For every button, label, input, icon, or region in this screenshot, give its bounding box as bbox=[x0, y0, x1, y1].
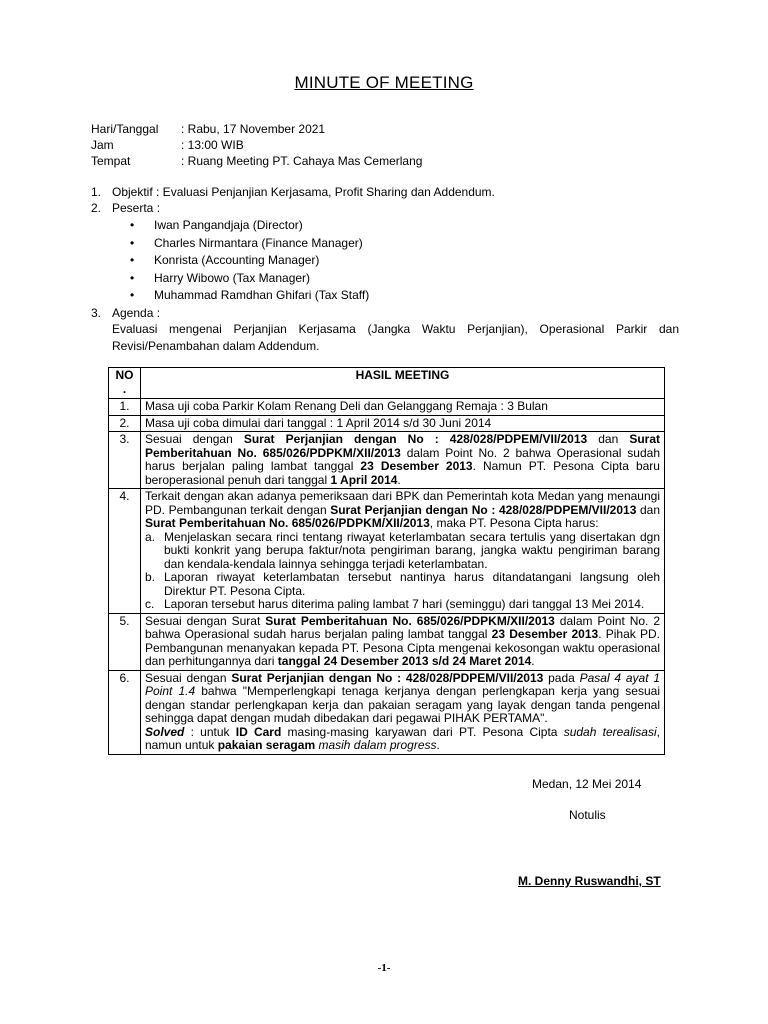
table-row bbox=[109, 415, 665, 432]
sub-item: c. Laporan tersebut harus diterima paling lambat 7 hari (seminggu) dari tanggal 13 Mei 2014. bbox=[145, 597, 645, 611]
row-text: Sesuai dengan Surat Perjanjian dengan No : 428/028/PDPEM/VII/2013 pada Pasal 4 ayat 1 Point 1.4 bahwa "Memperlengkapi tenaga kerjanya dengan perlengkapan kerja yang sesuai dengan standar perlengkapan kerja dan pakaian seragam yang layak dengan tanda pengenal sehingga dapat dengan mudah dibedakan dari pegawai PIHAK PERTAMA". Solved : untuk ID Card masing-masing karyawan dari PT. Pesona Cipta sudah terealisasi, namun untuk pakaian seragam masih dalam progress. bbox=[141, 670, 665, 754]
row-number: 5. bbox=[109, 613, 141, 670]
agenda-item bbox=[91, 305, 679, 355]
row-text: Sesuai dengan Surat Perjanjian dengan No : 428/028/PDPEM/VII/2013 dan Surat Pemberitahuan No. 685/026/PDPKM/XII/2013 dalam Point No. 2 bahwa Operasional sudah harus berjalan paling lambat tanggal 23 Desember 2013. Namun PT. Pesona Cipta baru beroperasional penuh dari tanggal 1 April 2014. bbox=[141, 432, 665, 489]
time-value: : 13:00 WIB bbox=[181, 138, 244, 152]
table-row bbox=[109, 399, 665, 416]
participant: • Konrista (Accounting Manager) bbox=[128, 252, 679, 270]
date-value: : Rabu, 17 November 2021 bbox=[181, 122, 326, 136]
page-title: MINUTE OF MEETING bbox=[294, 73, 474, 92]
item-number: 1. bbox=[91, 185, 102, 199]
row-number: 4. bbox=[109, 489, 141, 614]
agenda-label: Agenda : bbox=[112, 305, 161, 320]
notulis-label: Notulis bbox=[569, 808, 606, 822]
participant: • Harry Wibowo (Tax Manager) bbox=[128, 270, 679, 288]
participant: • Charles Nirmantara (Finance Manager) bbox=[128, 235, 679, 253]
row-number: 2. bbox=[109, 415, 141, 432]
meeting-items bbox=[91, 184, 679, 355]
participant: • Iwan Pangandjaja (Director) bbox=[128, 217, 679, 235]
table-row bbox=[109, 432, 665, 489]
signer-name: M. Denny Ruswandhi, ST bbox=[518, 874, 661, 888]
place-label: Tempat bbox=[91, 154, 131, 168]
column-header-no: NO . bbox=[109, 368, 141, 399]
info-row-date bbox=[91, 121, 422, 137]
row-text: Masa uji coba dimulai dari tanggal : 1 April 2014 s/d 30 Juni 2014 bbox=[141, 415, 665, 432]
item-number: 2. bbox=[91, 201, 102, 215]
column-header-result: HASIL MEETING bbox=[141, 368, 665, 399]
table-row bbox=[109, 489, 665, 614]
meeting-results-table bbox=[108, 367, 665, 755]
info-row-place bbox=[91, 153, 422, 169]
participant: • Muhammad Ramdhan Ghifari (Tax Staff) bbox=[128, 287, 679, 305]
row-text: Terkait dengan akan adanya pemeriksaan dari BPK dan Pemerintah kota Medan yang menaungi PD. Pembangunan terkait dengan Surat Perjanjian dengan No : 428/028/PDPEM/VII/2013 dan Surat Pemberitahuan No. 685/026/PDPKM/XII/2013, maka PT. Pesona Cipta harus: a. Menjelaskan secara rinci tentang riwayat keterlambatan secara tertulis yang disertakan dgn bukti konkrit yang berupa faktur/nota pengiriman barang, jangka waktu pengiriman barang dan kendala-kendala lainnya sehingga terjadi keterlambatan. b. Laporan riwayat keterlambatan tersebut nantinya harus ditandatangani langsung oleh Direktur PT. Pesona Cipta. c. Laporan tersebut harus diterima paling lambat 7 hari (seminggu) dari tanggal 13 Mei 2014. bbox=[141, 489, 665, 614]
row-number: 6. bbox=[109, 670, 141, 754]
row-number: 3. bbox=[109, 432, 141, 489]
participants-item bbox=[91, 200, 679, 305]
item-number: 3. bbox=[91, 305, 102, 320]
page-number: -1- bbox=[377, 962, 391, 974]
sub-item: b. Laporan riwayat keterlambatan tersebut nantinya harus ditandatangani langsung oleh Direktur PT. Pesona Cipta. bbox=[145, 570, 660, 598]
place-value: : Ruang Meeting PT. Cahaya Mas Cemerlang bbox=[181, 154, 423, 168]
objective-item bbox=[91, 184, 679, 200]
participants-label: Peserta : bbox=[112, 201, 161, 215]
table-row bbox=[109, 670, 665, 754]
participant-list bbox=[128, 217, 679, 305]
date-label: Hari/Tanggal bbox=[91, 122, 159, 136]
table-header-row bbox=[109, 368, 665, 399]
row-text: Masa uji coba Parkir Kolam Renang Deli dan Gelanggang Remaja : 3 Bulan bbox=[141, 399, 665, 416]
time-label: Jam bbox=[91, 138, 114, 152]
meeting-info bbox=[91, 121, 422, 169]
objective-text: Objektif : Evaluasi Penjanjian Kerjasama, Profit Sharing dan Addendum. bbox=[112, 185, 495, 199]
place-date: Medan, 12 Mei 2014 bbox=[532, 777, 642, 791]
agenda-text: Evaluasi mengenai Perjanjian Kerjasama (Jangka Waktu Perjanjian), Operasional Parkir dan Revisi/Penambahan dalam Addendum. bbox=[112, 321, 679, 353]
info-row-time bbox=[91, 137, 422, 153]
table-row bbox=[109, 613, 665, 670]
sub-item: a. Menjelaskan secara rinci tentang riwayat keterlambatan secara tertulis yang disertakan dgn bukti konkrit yang berupa faktur/nota pengiriman barang, jangka waktu pengiriman barang dan kendala-kendala lainnya sehingga terjadi keterlambatan. bbox=[145, 529, 660, 571]
row-text: Sesuai dengan Surat Surat Pemberitahuan No. 685/026/PDPKM/XII/2013 dalam Point No. 2 bahwa Operasional sudah harus berjalan paling lambat tanggal 23 Desember 2013. Pihak PD. Pembangunan menanyakan kepada PT. Pesona Cipta mengenai kekosongan waktu operasional dan perhitungannya dari tanggal 24 Desember 2013 s/d 24 Maret 2014. bbox=[141, 613, 665, 670]
row-number: 1. bbox=[109, 399, 141, 416]
